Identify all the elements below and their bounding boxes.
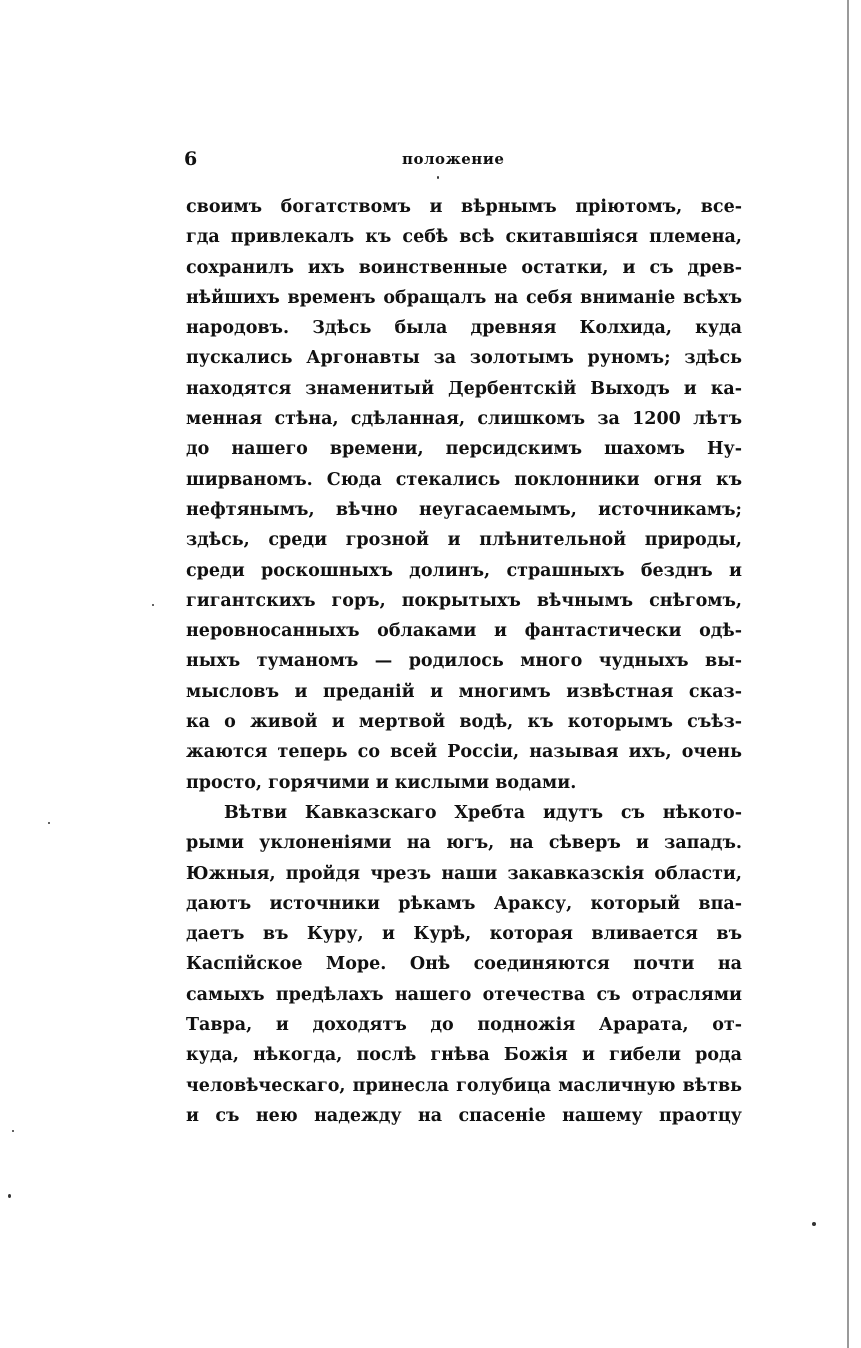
- scan-speck: [152, 604, 154, 606]
- page-number: 6: [184, 148, 198, 170]
- text-line: до нашего времени, персидскимъ шахомъ Ну-: [186, 439, 742, 460]
- text-line: даютъ источники рѣкамъ Араксу, который впа-: [186, 893, 742, 914]
- text-line: нѣйшихъ временъ обращалъ на себя вниманіе всѣхъ: [186, 287, 742, 308]
- text-line: человѣческаго, принесла голубица масличную вѣтвь: [186, 1075, 742, 1096]
- text-line: просто, горячими и кислыми водами.: [186, 772, 577, 793]
- scan-speck: [12, 1130, 14, 1132]
- text-line: сохранилъ ихъ воинственные остатки, и съ древ-: [186, 257, 742, 278]
- text-line: Тавра, и доходятъ до подножія Арарата, от-: [186, 1015, 742, 1036]
- text-line: менная стѣна, сдѣланная, слишкомъ за 1200 лѣтъ: [186, 409, 742, 430]
- text-line: ка о живой и мертвой водѣ, къ которымъ съѣз-: [186, 712, 742, 733]
- body-text: [186, 192, 742, 1131]
- text-line: ныхъ туманомъ — родилось много чудныхъ вы-: [186, 651, 742, 672]
- text-line: своимъ богатствомъ и вѣрнымъ пріютомъ, все-: [186, 197, 742, 217]
- text-line: ширваномъ. Сюда стекались поклонники огня къ: [186, 469, 742, 490]
- text-line: куда, нѣкогда, послѣ гнѣва Божія и гибели рода: [186, 1045, 742, 1066]
- text-line: Вѣтви Кавказскаго Хребта идутъ съ нѣкото-: [224, 802, 742, 823]
- scan-speck: [812, 1222, 816, 1226]
- running-head: положение: [402, 150, 505, 168]
- text-line: даетъ въ Куру, и Курѣ, которая вливается въ: [186, 924, 742, 945]
- text-line: мысловъ и преданій и многимъ извѣстная сказ-: [186, 681, 742, 702]
- text-line: гда привлекалъ къ себѣ всѣ скитавшіяся племена,: [186, 227, 742, 248]
- paragraph-2: [186, 798, 742, 1131]
- text-line: среди роскошныхъ долинъ, страшныхъ безднъ и: [186, 560, 742, 581]
- text-line: здѣсь, среди грозной и плѣнительной природы,: [186, 530, 742, 551]
- text-line: гигантскихъ горъ, покрытыхъ вѣчнымъ снѣгомъ,: [186, 590, 742, 611]
- page-header: [184, 148, 740, 170]
- text-line: и съ нею надежду на спасеніе нашему праотцу: [186, 1105, 742, 1126]
- scan-speck: [8, 1194, 11, 1198]
- text-line: Южныя, пройдя чрезъ наши закавказскія области,: [186, 863, 742, 884]
- text-line: нефтянымъ, вѣчно неугасаемымъ, источникамъ;: [186, 499, 742, 520]
- text-line: неровносанныхъ облаками и фантастически одѣ-: [186, 621, 742, 642]
- text-line: самыхъ предѣлахъ нашего отечества съ отраслями: [186, 984, 742, 1005]
- text-line: жаются теперь со всей Россіи, называя ихъ, очень: [186, 742, 742, 763]
- scan-speck: [437, 176, 439, 179]
- text-line: находятся знаменитый Дербентскій Выходъ и ка-: [186, 378, 742, 399]
- scan-speck: [48, 822, 50, 824]
- text-line: рыми уклоненіями на югъ, на сѣверъ и западъ.: [186, 833, 742, 854]
- page-edge-line: [847, 0, 849, 1348]
- text-line: Каспійское Море. Онѣ соединяются почти на: [186, 954, 742, 975]
- text-line: народовъ. Здѣсь была древняя Колхида, куда: [186, 318, 742, 339]
- text-line: пускались Аргонавты за золотымъ руномъ; здѣсь: [186, 348, 742, 369]
- paragraph-1: [186, 192, 742, 798]
